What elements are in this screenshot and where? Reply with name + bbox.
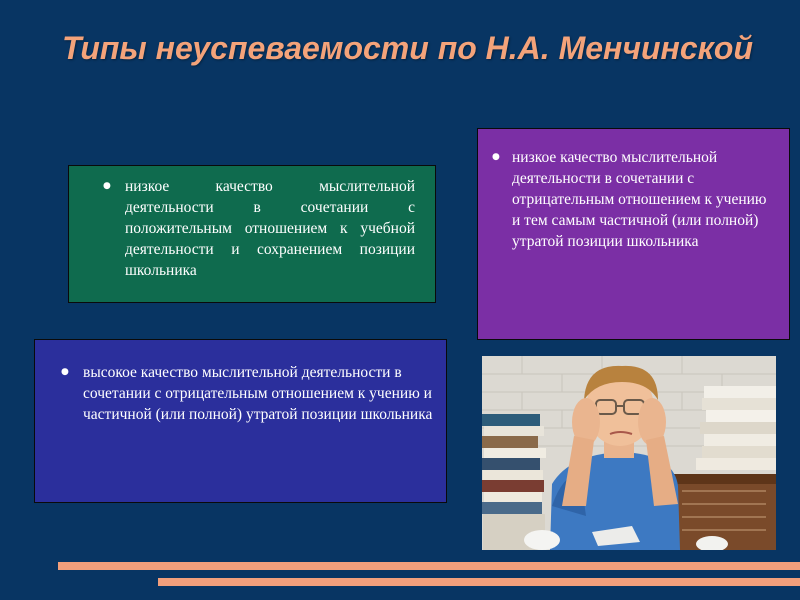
list-item bbox=[478, 147, 775, 252]
text-box-green bbox=[68, 165, 436, 303]
slide-title: Типы неуспеваемости по Н.А. Менчинской bbox=[62, 30, 753, 66]
bullet-icon: ● bbox=[61, 367, 69, 377]
accent-stripe-bottom bbox=[158, 578, 800, 586]
box-text: низкое качество мыслительной деятельности в сочетании с отрицательным отношением к учению и тем самым частичной (или полной) утратой позиции школьника bbox=[512, 149, 767, 250]
bullet-icon: ● bbox=[492, 152, 500, 162]
text-box-blue bbox=[34, 339, 447, 503]
tired-boy-with-books-photo bbox=[482, 356, 776, 550]
box-text: высокое качество мыслительной деятельности в сочетании с отрицательным отношением к учению и частичной (или полной) утратой позиции школьника bbox=[83, 364, 433, 423]
accent-stripe-top bbox=[58, 562, 800, 570]
text-box-purple bbox=[477, 128, 790, 340]
bullet-icon: ● bbox=[103, 181, 111, 191]
list-item bbox=[89, 176, 415, 281]
box-text: низкое качество мыслительной деятельности в сочетании с положительным отношением к учебной деятельности и сохранением позиции школьника bbox=[125, 178, 415, 279]
list-item bbox=[47, 362, 436, 425]
